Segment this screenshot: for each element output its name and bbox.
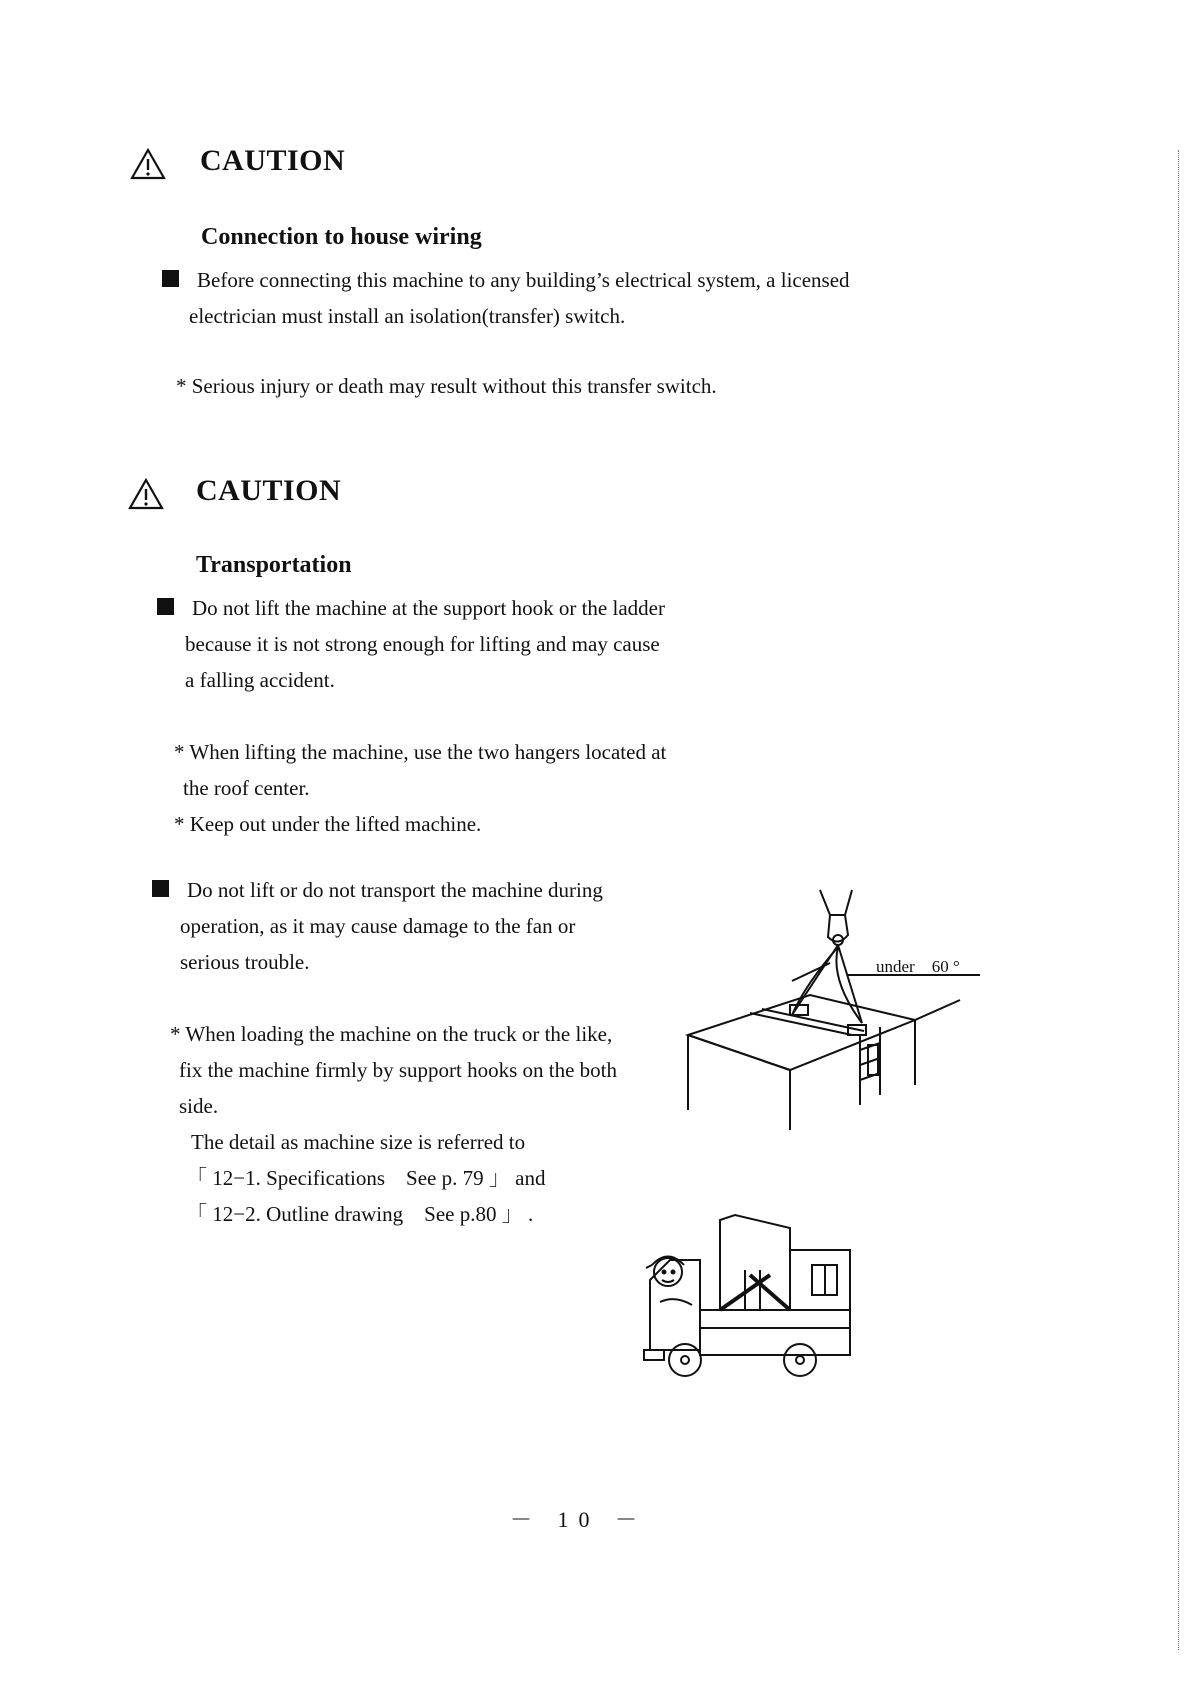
note-line: * Serious injury or death may result without this transfer switch. <box>176 374 717 398</box>
crane-lifting-illustration <box>680 885 980 1130</box>
paragraph-line: operation, as it may cause damage to the fan or <box>180 914 576 938</box>
paragraph-line: serious trouble. <box>180 950 310 974</box>
note-line: side. <box>179 1094 219 1118</box>
warning-triangle-icon <box>128 478 164 510</box>
subheading-transportation: Transportation <box>196 552 352 578</box>
note-line: * When loading the machine on the truck or the like, <box>170 1022 613 1046</box>
bullet-square <box>162 270 179 287</box>
note-line: * Keep out under the lifted machine. <box>174 812 482 836</box>
truck-loading-illustration <box>640 1210 865 1385</box>
paragraph-line: electrician must install an isolation(transfer) switch. <box>189 304 626 328</box>
detail-line: 「 12−2. Outline drawing See p.80 」 . <box>186 1202 534 1226</box>
page-number: － 10 － <box>510 1507 648 1532</box>
paragraph-line: Before connecting this machine to any building’s electrical system, a licensed <box>197 268 850 292</box>
caution-heading-2: CAUTION <box>196 474 342 507</box>
detail-line: The detail as machine size is referred to <box>191 1130 526 1154</box>
warning-triangle-icon <box>130 148 166 180</box>
paragraph-line: a falling accident. <box>185 668 335 692</box>
angle-label: under 60 ° <box>876 957 960 976</box>
paragraph-line: because it is not strong enough for lifting and may cause <box>185 632 660 656</box>
bullet-square <box>152 880 169 897</box>
paragraph-line: Do not lift or do not transport the machine during <box>187 878 603 902</box>
detail-line: 「 12−1. Specifications See p. 79 」 and <box>186 1166 546 1190</box>
note-line: fix the machine firmly by support hooks on the both <box>179 1058 618 1082</box>
bullet-square <box>157 598 174 615</box>
scan-edge-rule <box>1178 150 1179 1650</box>
caution-heading-1: CAUTION <box>200 144 346 177</box>
note-line: the roof center. <box>183 776 310 800</box>
paragraph-line: Do not lift the machine at the support hook or the ladder <box>192 596 665 620</box>
note-line: * When lifting the machine, use the two hangers located at <box>174 740 667 764</box>
subheading-house-wiring: Connection to house wiring <box>201 224 482 250</box>
